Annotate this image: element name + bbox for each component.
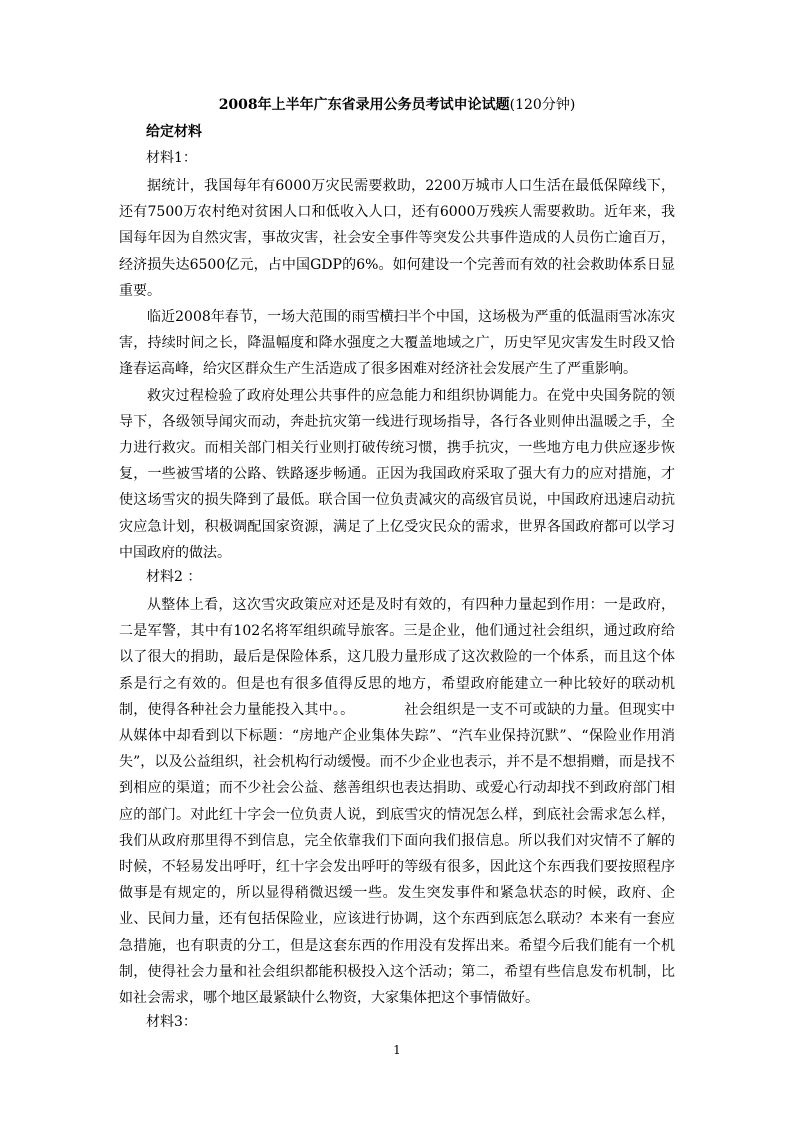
section-heading: 给定材料 xyxy=(146,124,202,140)
material-3-label: 材料3： xyxy=(146,1014,197,1031)
document-title xyxy=(119,95,675,115)
material-2-label: 材料2 ： xyxy=(146,569,202,586)
material-1-paragraph: 据统计，我国每年有6000万灾民需要救助，2200万城市人口生活在最低保障线下，还有7500万农村绝对贫困人口和低收入人口，还有6000万残疾人需要救助。近年来，我国每年因为自然灾害，事故灾害，社会安全事件等突发公共事件造成的人员伤亡逾百万，经济损失达6500亿元，占中国GDP的6%。如何建设一个完善而有效的社会救助体系日显重要。 xyxy=(119,178,675,299)
material-2-paragraph: 从整体上看，这次雪灾政策应对还是及时有效的，有四种力量起到作用：一是政府，二是军警，其中有102名将军组织疏导旅客。三是企业，他们通过社会组织，通过政府给以了很大的捐助，最后是保险体系，这几股力量形成了这次救险的一个体系，而且这个体系是行之有效的。但是也有很多值得反思的地方，希望政府能建立一种比较好的联动机制，使得各种社会力量能投入其中。。 社会组织是一支不可或缺的力量。但现实中从媒体中却看到以下标题：“房地产企业集体失踪”、“汽车业保持沉默”、“保险业作用消失”，以及公益组织，社会机构行动缓慢。而不少企业也表示，并不是不想捐赠，而是找不到相应的渠道；而不少社会公益、慈善组织也表达捐助、或爱心行动却找不到政府部门相应的部门。对此红十字会一位负责人说，到底雪灾的情况怎么样，到底社会需求怎么样，我们从政府那里得不到信息，完全依靠我们下面向我们报信息。所以我们对灾情不了解的时候，不轻易发出呼吁，红十字会发出呼吁的等级有很多，因此这个东西我们要按照程序做事是有规定的，所以显得稍微迟缓一些。发生突发事件和紧急状态的时候，政府、企业、民间力量，还有包括保险业，应该进行协调，这个东西到底怎么联动？本来有一套应急措施，也有职责的分工，但是这套东西的作用没有发挥出来。希望今后我们能有一个机制，使得社会力量和社会组织都能积极投入这个活动；第二，希望有些信息发布机制，比如社会需求，哪个地区最紧缺什么物资，大家集体把这个事情做好。 xyxy=(119,597,675,1007)
material-1-paragraph: 临近2008年春节，一场大范围的雨雪横扫半个中国，这场极为严重的低温雨雪冰冻灾害，持续时间之长，降温幅度和降水强度之大覆盖地域之广，历史罕见灾害发生时段又恰逢春运高峰，给灾区群众生产生活造成了很多困难对经济社会发展产生了严重影响。 xyxy=(119,309,675,378)
title-duration: (120分钟) xyxy=(509,97,576,113)
document-page xyxy=(119,95,675,1037)
material-1-paragraph: 救灾过程检验了政府处理公共事件的应急能力和组织协调能力。在党中央国务院的领导下，各级领导闻灾而动，奔赴抗灾第一线进行现场指导，各行各业则伸出温暖之手，全力进行救灾。而相关部门相关行业则打破传统习惯，携手抗灾，一些地方电力供应逐步恢复，一些被雪堵的公路、铁路逐步畅通。正因为我国政府采取了强大有力的应对措施，才使这场雪灾的损失降到了最低。联合国一位负责减灾的高级官员说，中国政府迅速启动抗灾应急计划，积极调配国家资源，满足了上亿受灾民众的需求，世界各国政府都可以学习中国政府的做法。 xyxy=(119,387,675,561)
title-text: 2008年上半年广东省录用公务员考试申论试题 xyxy=(218,97,510,113)
page-number: 1 xyxy=(393,1043,401,1057)
material-1-label: 材料1： xyxy=(146,150,197,166)
